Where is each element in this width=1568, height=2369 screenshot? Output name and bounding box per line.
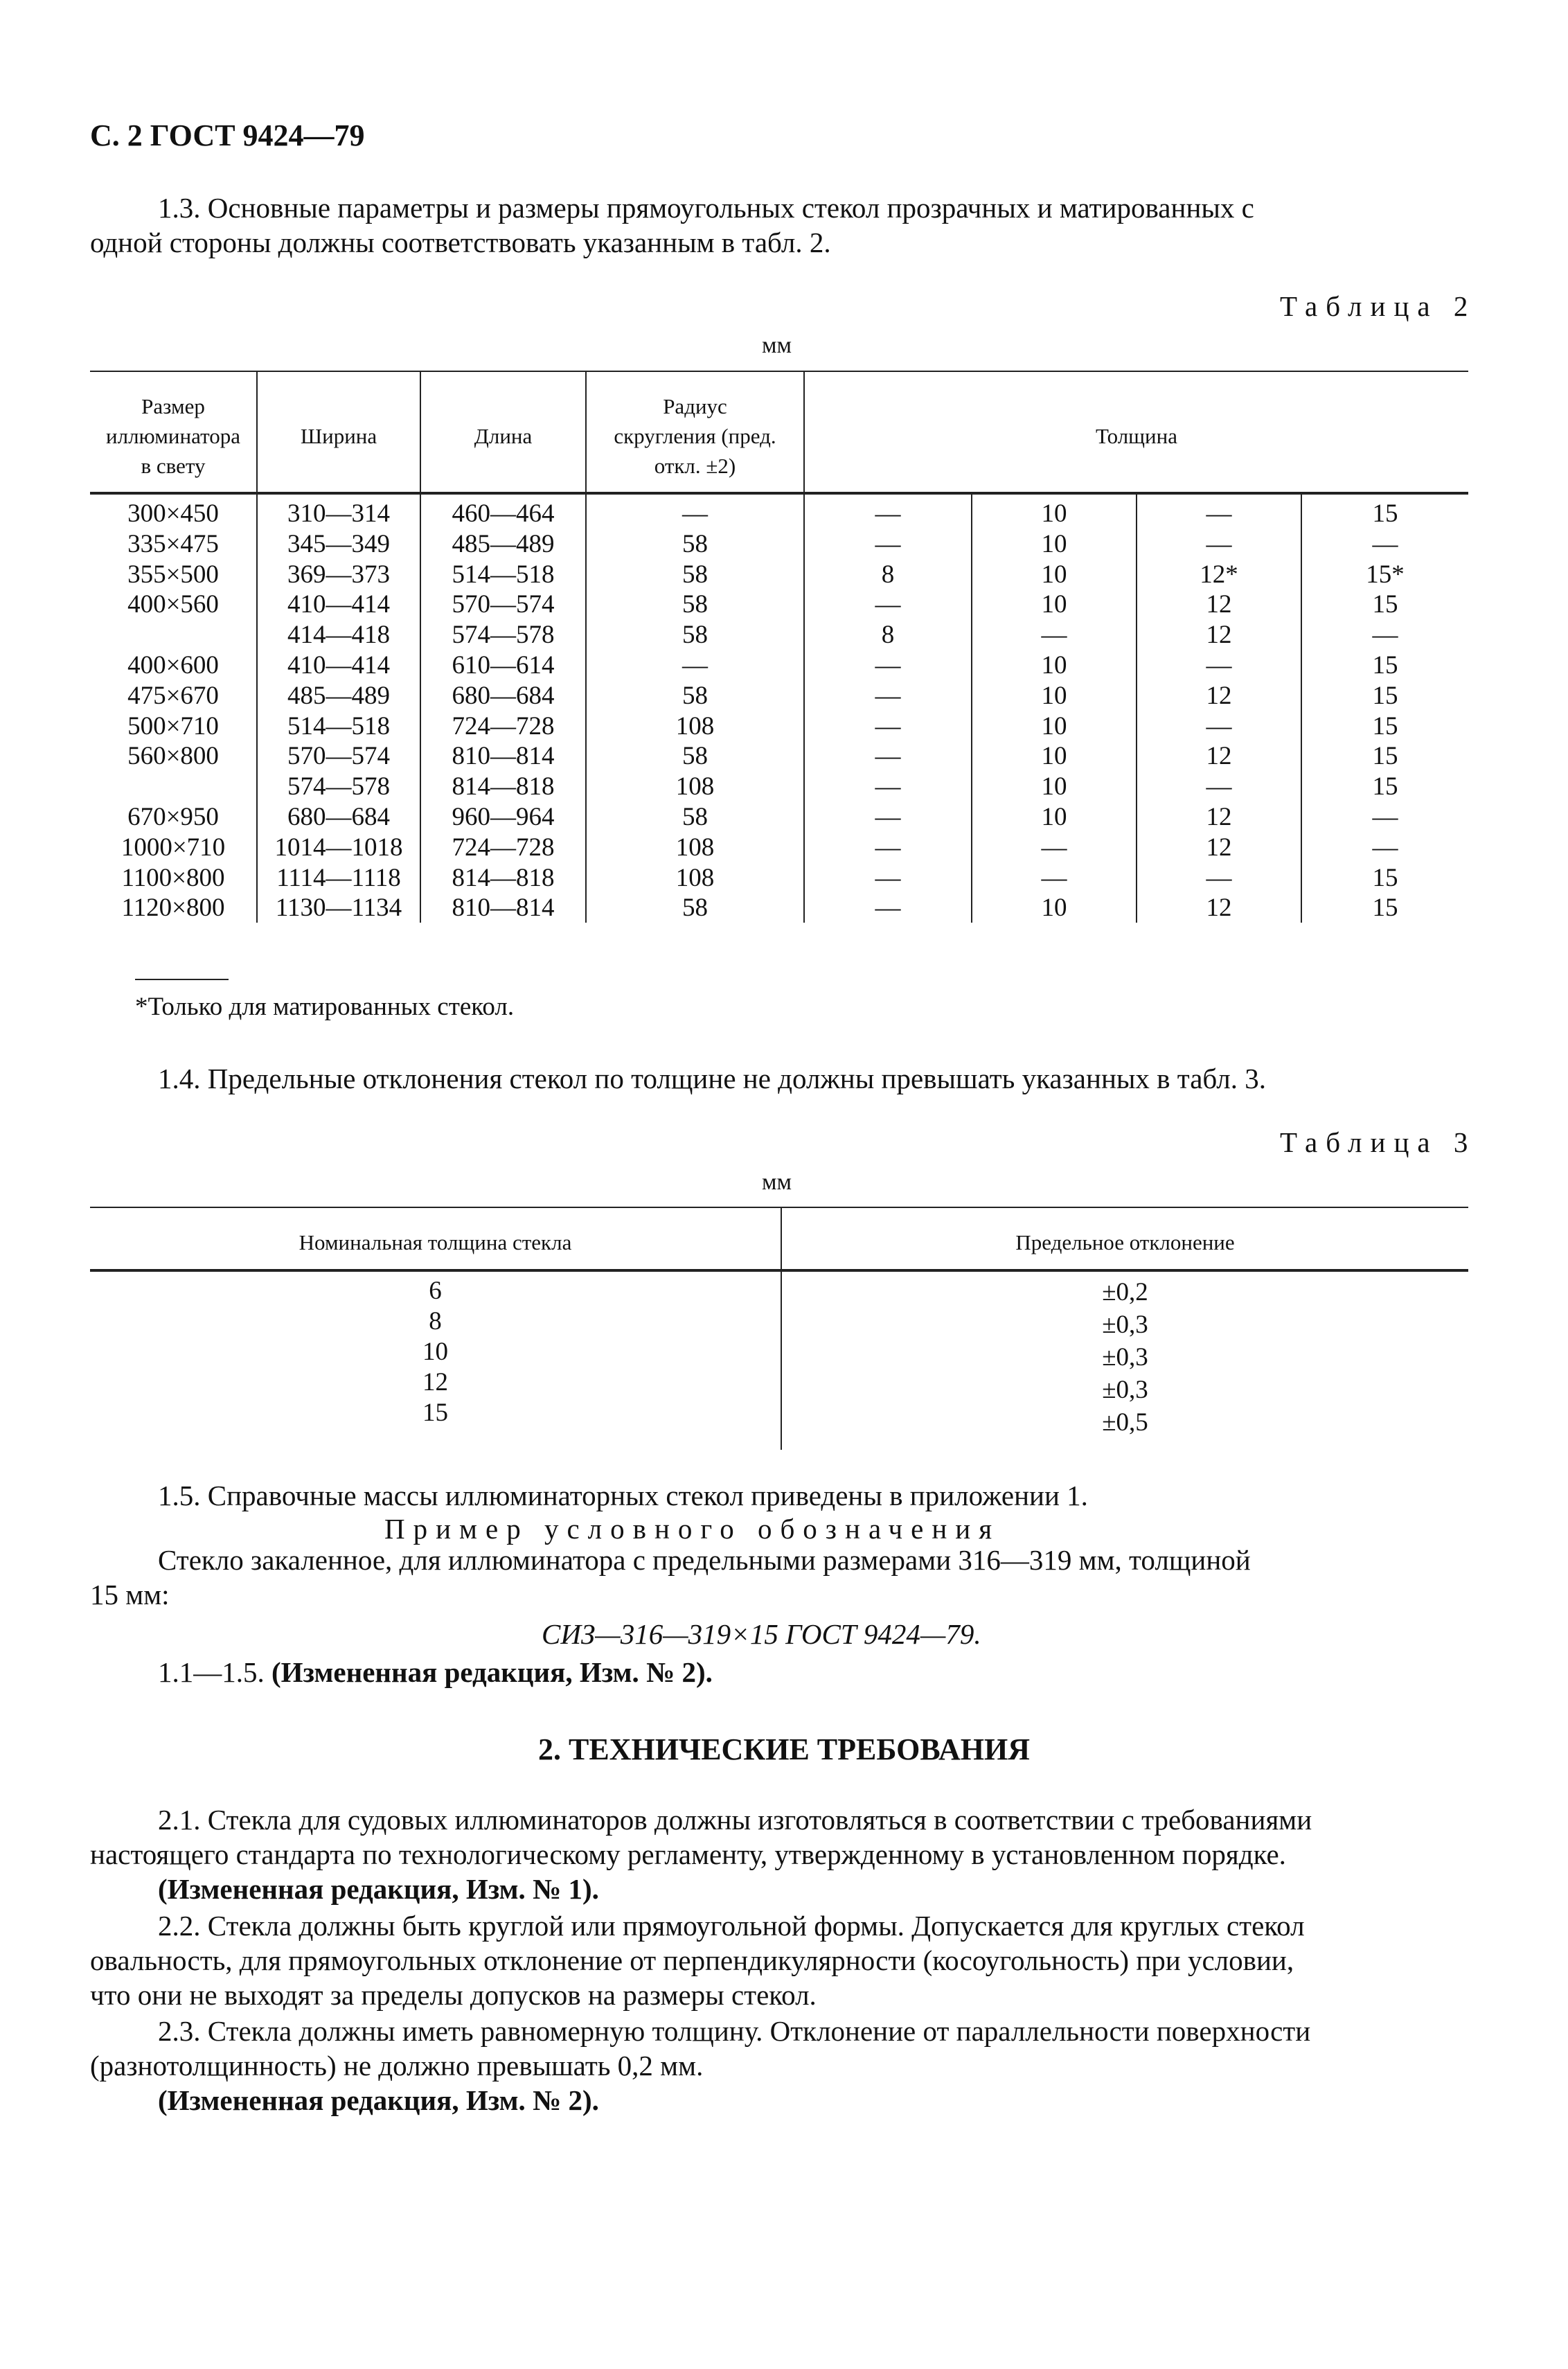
table2-cell: 610—614 [452, 651, 555, 680]
table2-cell: 414—418 [287, 621, 390, 650]
table3-cell: 12 [422, 1368, 448, 1396]
table2-header-size [90, 391, 256, 481]
amend-1 [158, 1653, 713, 1692]
table2-cell: 15 [1372, 651, 1398, 680]
table2-cell: — [1041, 863, 1067, 892]
table2-cell: 8 [881, 621, 895, 650]
table2-cell: 12 [1206, 681, 1232, 710]
p15: 1.5. Справочные массы иллюминаторных стекол приведены в приложении 1. [158, 1480, 1088, 1511]
p23-line2: (разнотолщинность) не должно превышать 0,2 мм. [90, 2050, 704, 2082]
table2-cell: 400×600 [127, 651, 219, 680]
p23-amend: (Измененная редакция, Изм. № 2). [158, 2084, 599, 2116]
amend-1-text: (Измененная редакция, Изм. № 2). [271, 1656, 713, 1688]
table2-cell: 475×670 [127, 681, 219, 710]
table2-cell: 10 [1041, 894, 1067, 923]
table2-cell: 514—518 [452, 560, 555, 589]
table2-cell: 724—728 [452, 711, 555, 740]
table2-cell: — [875, 772, 901, 801]
table2-cell: 12 [1206, 590, 1232, 619]
table3-deviation-col [782, 1276, 1468, 1439]
table2-cell: 574—578 [452, 621, 555, 650]
table2-footnote: *Только для матированных стекол. [135, 993, 515, 1021]
p13-line2: одной стороны должны соответствовать указанным в табл. 2. [90, 227, 831, 258]
table2-cell: 10 [1041, 772, 1067, 801]
table2-cell: 810—814 [452, 894, 555, 923]
table2-cell: 369—373 [287, 560, 390, 589]
table2-cell: — [1206, 772, 1232, 801]
table2-cell: 15 [1372, 711, 1398, 740]
header-line: в свету [141, 454, 206, 478]
table2-cell: — [875, 651, 901, 680]
table2-cell: — [1206, 651, 1232, 680]
header-line: иллюминатора [106, 424, 240, 448]
table3-unit: мм [762, 1169, 792, 1195]
table2-cell: 10 [1041, 711, 1067, 740]
table2-cell: — [1206, 529, 1232, 558]
table2-header-rule [90, 492, 1468, 495]
header-line: Размер [141, 394, 205, 418]
table2-cell: 680—684 [287, 803, 390, 831]
table2-cell: 410—414 [287, 590, 390, 619]
table2-cell: 570—574 [287, 742, 390, 771]
table2-cell: 1014—1018 [274, 833, 403, 862]
table2-cell: — [875, 863, 901, 892]
table2-cell: 355×500 [127, 560, 219, 589]
table2-cell: 15 [1372, 742, 1398, 771]
table2-cell: 1130—1134 [275, 894, 402, 923]
table2-cell: 514—518 [287, 711, 390, 740]
p21-amend: (Измененная редакция, Изм. № 1). [158, 1873, 599, 1905]
table3-cell: 6 [429, 1277, 442, 1305]
table2-cell: 15 [1372, 681, 1398, 710]
example-title: Пример условного обозначения [384, 1513, 1001, 1545]
table3-cell: 8 [429, 1307, 442, 1336]
table2-cell: — [875, 590, 901, 619]
table2-cell: 10 [1041, 499, 1067, 528]
table2-cell: 10 [1041, 742, 1067, 771]
table2-cell: 300×450 [127, 499, 219, 528]
p22-line1: 2.2. Стекла должны быть круглой или прямоугольной формы. Допускается для круглых стекол [158, 1910, 1305, 1942]
p21-line2: настоящего стандарта по технологическому регламенту, утвержденному в установленном порядке. [90, 1838, 1286, 1870]
table2-cell: — [1372, 803, 1398, 831]
table2-cell: 108 [675, 863, 715, 892]
table2-cell: — [875, 529, 901, 558]
table2-cell: 15* [1366, 560, 1405, 589]
table2-cell: — [875, 833, 901, 862]
table2-cell: 680—684 [452, 681, 555, 710]
table2-cell: 58 [682, 803, 708, 831]
table2-caption: Таблица 2 [1280, 290, 1477, 322]
table2-header-width: Ширина [300, 424, 377, 448]
table2-cell: — [875, 894, 901, 923]
table2-cell: 345—349 [287, 529, 390, 558]
table2-cell: 15 [1372, 863, 1398, 892]
table2-cell: 108 [675, 711, 715, 740]
table2-cell: 574—578 [287, 772, 390, 801]
table3-thickness-col [90, 1276, 781, 1428]
p13-line1: 1.3. Основные параметры и размеры прямоугольных стекол прозрачных и матированных с [158, 192, 1254, 224]
table2-cell: 10 [1041, 529, 1067, 558]
table2-cell: 15 [1372, 894, 1398, 923]
table2-cell: 10 [1041, 681, 1067, 710]
table2-cell: 15 [1372, 772, 1398, 801]
table3-header-deviation: Предельное отклонение [1015, 1230, 1235, 1254]
header-line: откл. ±2) [654, 454, 736, 478]
header-line: скругления (пред. [614, 424, 776, 448]
table2-cell: 10 [1041, 651, 1067, 680]
table2-cell: — [875, 742, 901, 771]
table2-cell: 810—814 [452, 742, 555, 771]
table3-cell: ±0,2 [1102, 1278, 1148, 1306]
table2-cell: 12 [1206, 833, 1232, 862]
table2-cell: 15 [1372, 590, 1398, 619]
table2-header-thickness: Толщина [1096, 424, 1177, 448]
table2-cell: 10 [1041, 590, 1067, 619]
example-designation: СИЗ—316—319×15 ГОСТ 9424—79. [542, 1618, 981, 1650]
table2-unit: мм [762, 332, 792, 358]
table2-cell: 485—489 [452, 529, 555, 558]
table3-header-thickness: Номинальная толщина стекла [299, 1230, 572, 1254]
table2-cell: 670×950 [127, 803, 219, 831]
table2-cell: 410—414 [287, 651, 390, 680]
table2-cell: 460—464 [452, 499, 555, 528]
table3-caption: Таблица 3 [1280, 1126, 1477, 1158]
table2-cell: 58 [682, 681, 708, 710]
table2-cell: 570—574 [452, 590, 555, 619]
p22-line2: овальность, для прямоугольных отклонение от перпендикулярности (косоугольность) при условии, [90, 1944, 1294, 1976]
table2-cell: — [875, 681, 901, 710]
table2-cell: — [1372, 833, 1398, 862]
table2-cell: 1120×800 [121, 894, 225, 923]
header-line: Радиус [663, 394, 727, 418]
table2-cell: 10 [1041, 803, 1067, 831]
table2-cell: 108 [675, 772, 715, 801]
table2-cell: 12 [1206, 621, 1232, 650]
table2-cell: 58 [682, 742, 708, 771]
table2-cell: 58 [682, 560, 708, 589]
table2-cell: 400×560 [127, 590, 219, 619]
table2-cell: — [1206, 863, 1232, 892]
table3-top-rule [90, 1207, 1468, 1208]
table2-top-rule [90, 371, 1468, 372]
table2-cell: 108 [675, 833, 715, 862]
table2-cell: — [682, 651, 708, 680]
table2-cell: 814—818 [452, 863, 555, 892]
table2-cell: — [1372, 529, 1398, 558]
table2-cell: 10 [1041, 560, 1067, 589]
p22-line3: что они не выходят за пределы допусков на размеры стекол. [90, 1979, 817, 2011]
table2-cell: 15 [1372, 499, 1398, 528]
table2-header-length: Длина [474, 424, 533, 448]
table2-cell: 1000×710 [121, 833, 226, 862]
p23-line1: 2.3. Стекла должны иметь равномерную толщину. Отклонение от параллельности поверхности [158, 2015, 1311, 2047]
amend-1-prefix: 1.1—1.5. [158, 1656, 265, 1688]
table3-cell: ±0,5 [1102, 1408, 1148, 1437]
table2-cell: 58 [682, 529, 708, 558]
p21-line1: 2.1. Стекла для судовых иллюминаторов должны изготовляться в соответствии с требованиями [158, 1804, 1312, 1836]
table2-cell: 12 [1206, 742, 1232, 771]
table3-cell: ±0,3 [1102, 1343, 1148, 1372]
table2-cell: — [1041, 621, 1067, 650]
table3-cell: 10 [422, 1338, 448, 1366]
table2-cell: — [875, 803, 901, 831]
table2-cell: — [682, 499, 708, 528]
table3-cell: ±0,3 [1102, 1311, 1148, 1339]
table2-cell: 814—818 [452, 772, 555, 801]
table2-cell: 960—964 [452, 803, 555, 831]
table2-cell: 310—314 [287, 499, 390, 528]
table2-cell: 1100×800 [121, 863, 225, 892]
table3-cell: 15 [422, 1399, 448, 1427]
table2-cell: 724—728 [452, 833, 555, 862]
table2-header-radius [587, 391, 803, 481]
table2-cell: — [1041, 833, 1067, 862]
table2-cell: 8 [881, 560, 895, 589]
footnote-rule [135, 979, 229, 980]
table2-cell: 485—489 [287, 681, 390, 710]
example-line1: Стекло закаленное, для иллюминатора с предельными размерами 316—319 мм, толщиной [158, 1544, 1251, 1576]
table2-cell: 500×710 [127, 711, 219, 740]
table2-cell: — [1372, 621, 1398, 650]
table2-cell: — [1206, 711, 1232, 740]
table3-cell: ±0,3 [1102, 1376, 1148, 1404]
section2-title: 2. ТЕХНИЧЕСКИЕ ТРЕБОВАНИЯ [538, 1732, 1030, 1766]
table2-cell: 12 [1206, 894, 1232, 923]
table2-cell: 335×475 [127, 529, 219, 558]
example-line2: 15 мм: [90, 1579, 170, 1611]
table3-header-rule [90, 1269, 1468, 1272]
p14: 1.4. Предельные отклонения стекол по толщине не должны превышать указанных в табл. 3. [158, 1063, 1266, 1094]
table2-cell: 560×800 [127, 742, 219, 771]
table2-cell: — [875, 711, 901, 740]
table2-cell: 12 [1206, 803, 1232, 831]
table2-cell: 58 [682, 590, 708, 619]
table2-cell: 58 [682, 621, 708, 650]
table2-cell: 1114—1118 [276, 863, 401, 892]
table2-cell: — [875, 499, 901, 528]
table2-cell: 12* [1200, 560, 1238, 589]
table2-cell: 58 [682, 894, 708, 923]
page-header: С. 2 ГОСТ 9424—79 [90, 118, 365, 152]
table2-cell: — [1206, 499, 1232, 528]
